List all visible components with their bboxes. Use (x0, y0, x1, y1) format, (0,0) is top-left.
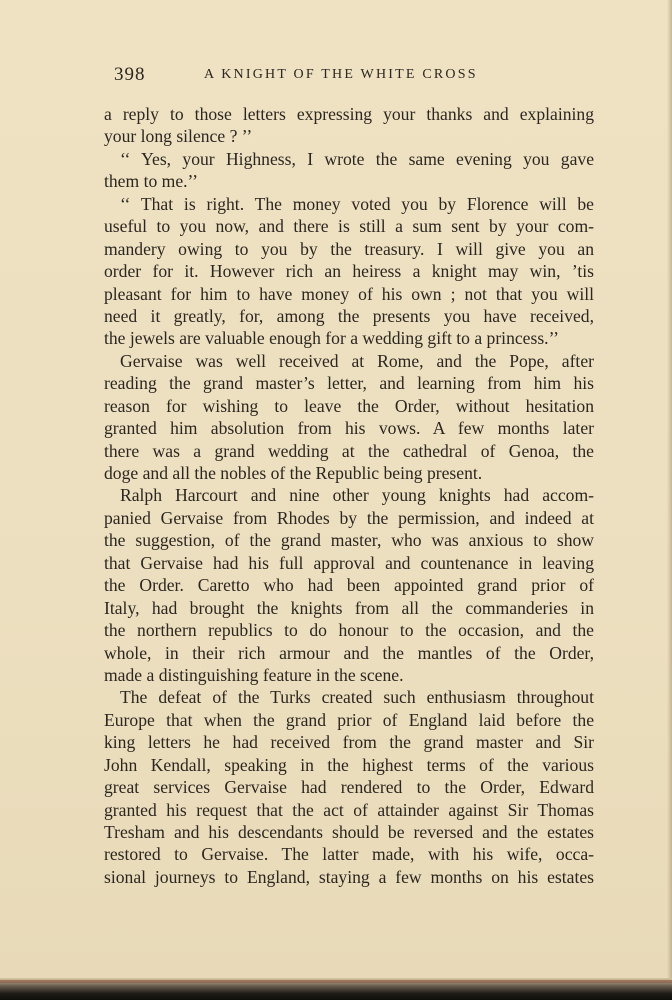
page-edge-shadow (667, 0, 672, 1000)
text-line: order for it. However rich an heiress a knight may win, ’tis (104, 261, 594, 282)
bottom-edge-stripe (0, 980, 672, 983)
text-line: ‘‘ That is right. The money voted you by Florence will be (120, 193, 594, 214)
text-line: that Gervaise had his full approval and countenance in leaving (104, 552, 594, 573)
text-line: useful to you now, and there is still a sum sent by your com- (104, 216, 594, 237)
text-line: granted his request that the act of attainder against Sir Thomas (104, 799, 594, 820)
body-text (104, 103, 594, 888)
text-line: the suggestion, of the grand master, who was anxious to show (104, 530, 594, 551)
text-line: your long silence ? ’’ (104, 126, 253, 147)
text-line: sional journeys to England, staying a few months on his estates (104, 866, 594, 887)
text-line: need it greatly, for, among the presents you have received, (104, 305, 594, 326)
text-line: pleasant for him to have money of his own ; not that you will (104, 283, 594, 304)
text-line: panied Gervaise from Rhodes by the permission, and indeed at (104, 507, 594, 528)
text-line: restored to Gervaise. The latter made, with his wife, occa- (104, 844, 594, 865)
text-line: granted him absolution from his vows. A few months later (104, 418, 594, 439)
text-line: reading the grand master’s letter, and learning from him his (104, 373, 594, 394)
text-line: whole, in their rich armour and the mantles of the Order, (104, 642, 594, 663)
page-number: 398 (114, 64, 146, 85)
text-line: the northern republics to do honour to the occasion, and the (104, 620, 594, 641)
text-line: Italy, had brought the knights from all the commanderies in (104, 597, 594, 618)
text-line: there was a grand wedding at the cathedral of Genoa, the (104, 440, 594, 461)
text-line: made a distinguishing feature in the scene. (104, 664, 404, 685)
text-line: Ralph Harcourt and nine other young knights had accom- (120, 485, 594, 506)
text-line: John Kendall, speaking in the highest terms of the various (104, 754, 594, 775)
text-line: The defeat of the Turks created such enthusiasm throughout (120, 687, 594, 708)
text-line: the Order. Caretto who had been appointed grand prior of (104, 575, 594, 596)
text-line: ‘‘ Yes, your Highness, I wrote the same evening you gave (120, 148, 594, 169)
text-line: the jewels are valuable enough for a wedding gift to a princess.’’ (104, 328, 559, 349)
text-line: them to me.’’ (104, 171, 198, 192)
running-head: A KNIGHT OF THE WHITE CROSS (204, 67, 478, 82)
text-line: doge and all the nobles of the Republic being present. (104, 463, 483, 483)
text-line: mandery owing to you by the treasury. I will give you an (104, 238, 594, 259)
text-line: king letters he had received from the grand master and Sir (104, 732, 594, 753)
text-line: Europe that when the grand prior of England laid before the (104, 709, 594, 730)
page-header (114, 64, 594, 90)
text-line: Tresham and his descendants should be reversed and the estates (104, 822, 594, 842)
page-bottom-edge (0, 978, 672, 1000)
text-line: reason for wishing to leave the Order, without hesitation (104, 395, 594, 416)
text-line: Gervaise was well received at Rome, and the Pope, after (120, 350, 594, 371)
text-line: a reply to those letters expressing your thanks and explaining (104, 104, 594, 124)
text-line: great services Gervaise had rendered to the Order, Edward (104, 777, 594, 798)
